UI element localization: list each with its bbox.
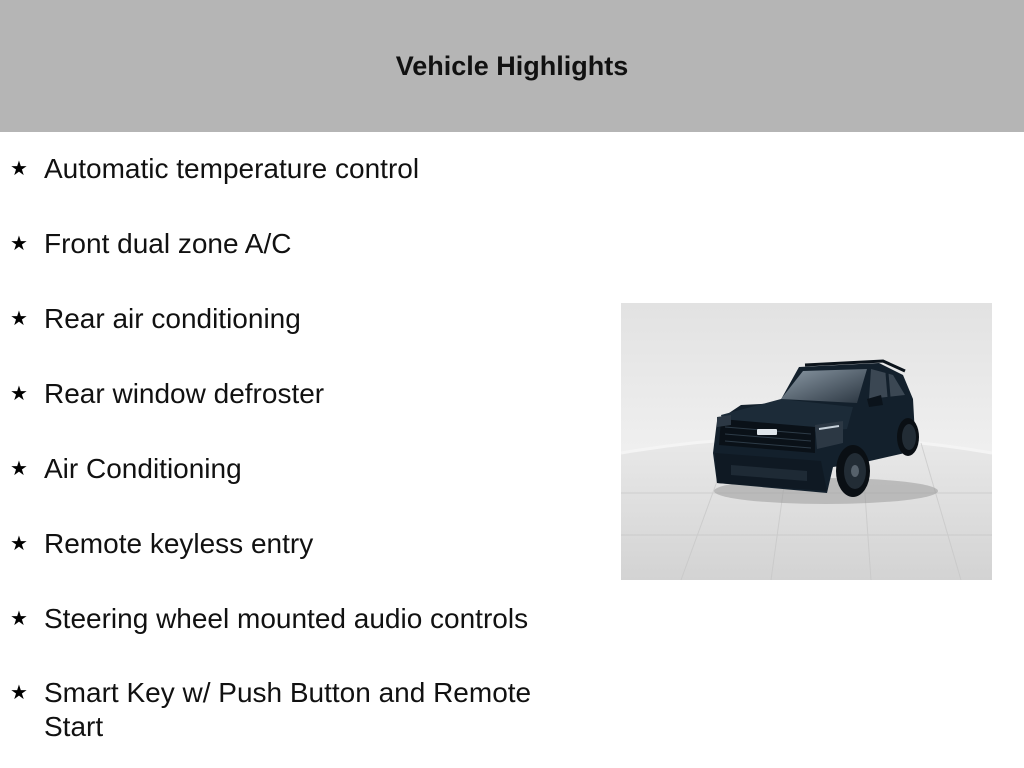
- front-wheel: [836, 445, 870, 497]
- list-item: [0, 152, 590, 186]
- star-icon: ★: [10, 233, 28, 255]
- header-banner: [0, 0, 1024, 132]
- feature-label: Rear air conditioning: [44, 303, 301, 334]
- page-title: Vehicle Highlights: [395, 50, 629, 81]
- rear-wheel: [897, 418, 919, 456]
- list-item: [0, 676, 590, 744]
- list-item: [0, 377, 590, 411]
- list-item: [0, 227, 590, 261]
- feature-label: Steering wheel mounted audio controls: [44, 603, 529, 634]
- feature-label: Rear window defroster: [44, 378, 325, 409]
- star-icon: ★: [10, 458, 28, 480]
- list-item: [0, 527, 590, 561]
- list-item: [0, 602, 590, 636]
- star-icon: ★: [10, 308, 28, 330]
- star-icon: ★: [10, 383, 28, 405]
- list-item: [0, 452, 590, 486]
- feature-label: Smart Key w/ Push Button and Remote Start: [44, 677, 532, 742]
- feature-label: Air Conditioning: [44, 453, 242, 484]
- list-item: [0, 302, 590, 336]
- feature-label: Automatic temperature control: [44, 153, 420, 184]
- feature-label: Remote keyless entry: [44, 528, 314, 559]
- feature-label: Front dual zone A/C: [44, 228, 292, 259]
- star-icon: ★: [10, 682, 28, 704]
- vehicle-image: [621, 303, 992, 580]
- star-icon: ★: [10, 533, 28, 555]
- star-icon: ★: [10, 158, 28, 180]
- vehicle-photo: [621, 303, 992, 580]
- star-icon: ★: [10, 608, 28, 630]
